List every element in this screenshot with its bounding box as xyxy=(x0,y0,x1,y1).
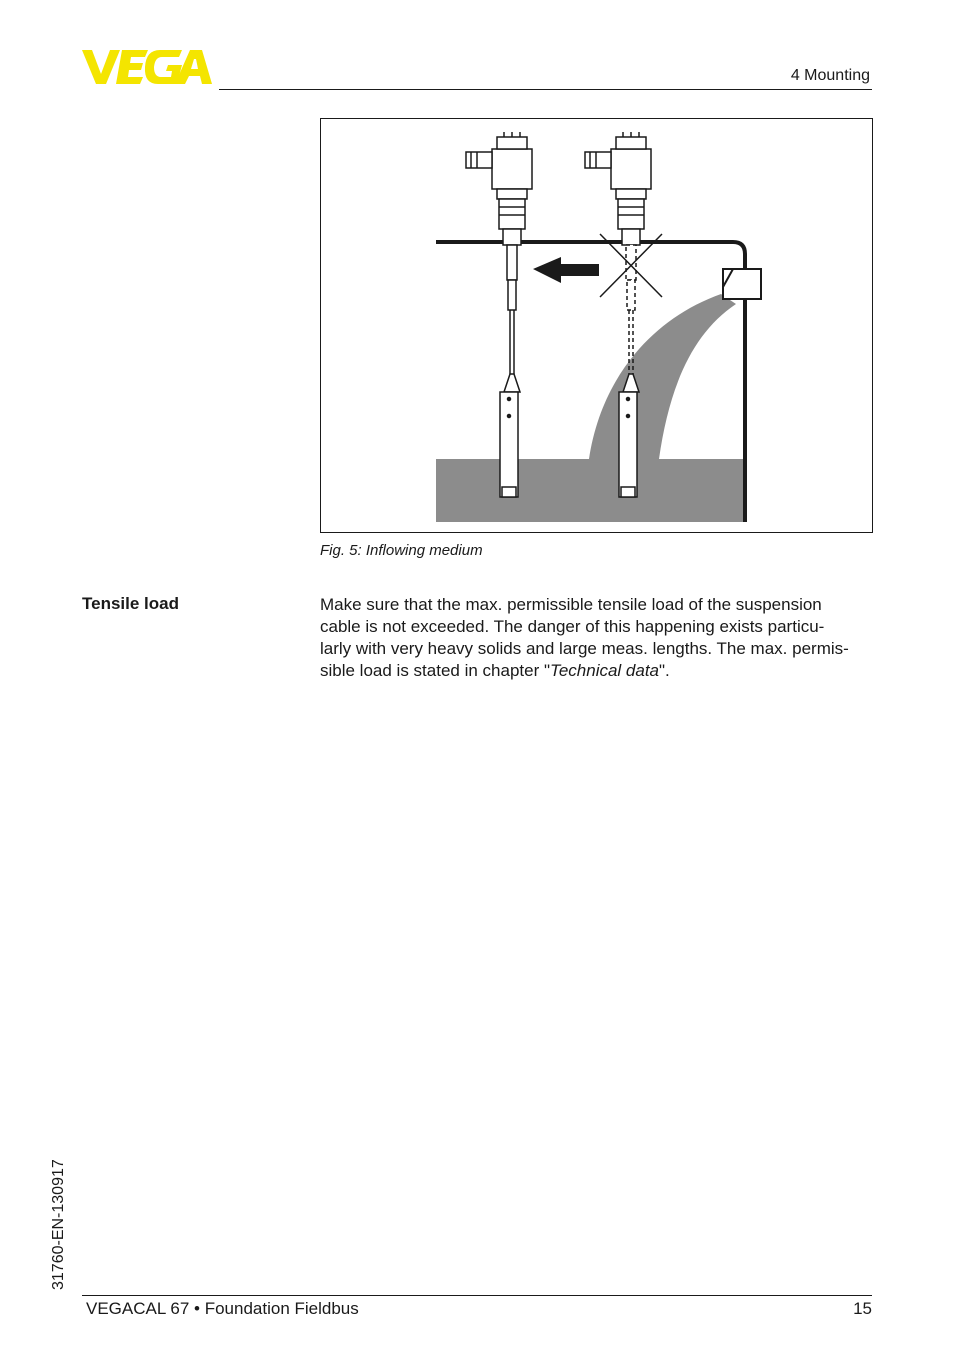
header-rule xyxy=(219,89,872,90)
paragraph-line-last xyxy=(320,660,880,682)
paragraph-text: sible load is stated in chapter " xyxy=(320,661,550,680)
paragraph-line: Make sure that the max. permissible tensile load of the suspension xyxy=(320,595,822,614)
chapter-reference: Technical data xyxy=(550,661,660,680)
page-number: 15 xyxy=(853,1299,872,1318)
inlet-pipe xyxy=(723,269,761,299)
paragraph-line: cable is not exceeded. The danger of this happening exists particu- xyxy=(320,617,825,636)
medium-level xyxy=(436,459,746,522)
probe-correct xyxy=(466,132,532,497)
direction-arrow xyxy=(533,257,599,283)
inflowing-stream xyxy=(589,294,736,459)
side-heading: Tensile load xyxy=(82,594,179,613)
inflowing-medium-illustration xyxy=(321,119,874,534)
body-paragraph xyxy=(320,594,880,682)
footer-rule xyxy=(82,1295,872,1296)
paragraph-text: ". xyxy=(659,661,670,680)
vega-logo xyxy=(82,50,212,84)
paragraph-line: larly with very heavy solids and large meas. lengths. The max. permis- xyxy=(320,639,849,658)
section-title: 4 Mounting xyxy=(790,67,870,84)
footer-product: VEGACAL 67 • Foundation Fieldbus xyxy=(86,1299,359,1318)
figure-frame xyxy=(320,118,873,533)
document-number: 31760-EN-130917 xyxy=(50,1159,67,1290)
figure-caption: Fig. 5: Inflowing medium xyxy=(320,542,483,559)
